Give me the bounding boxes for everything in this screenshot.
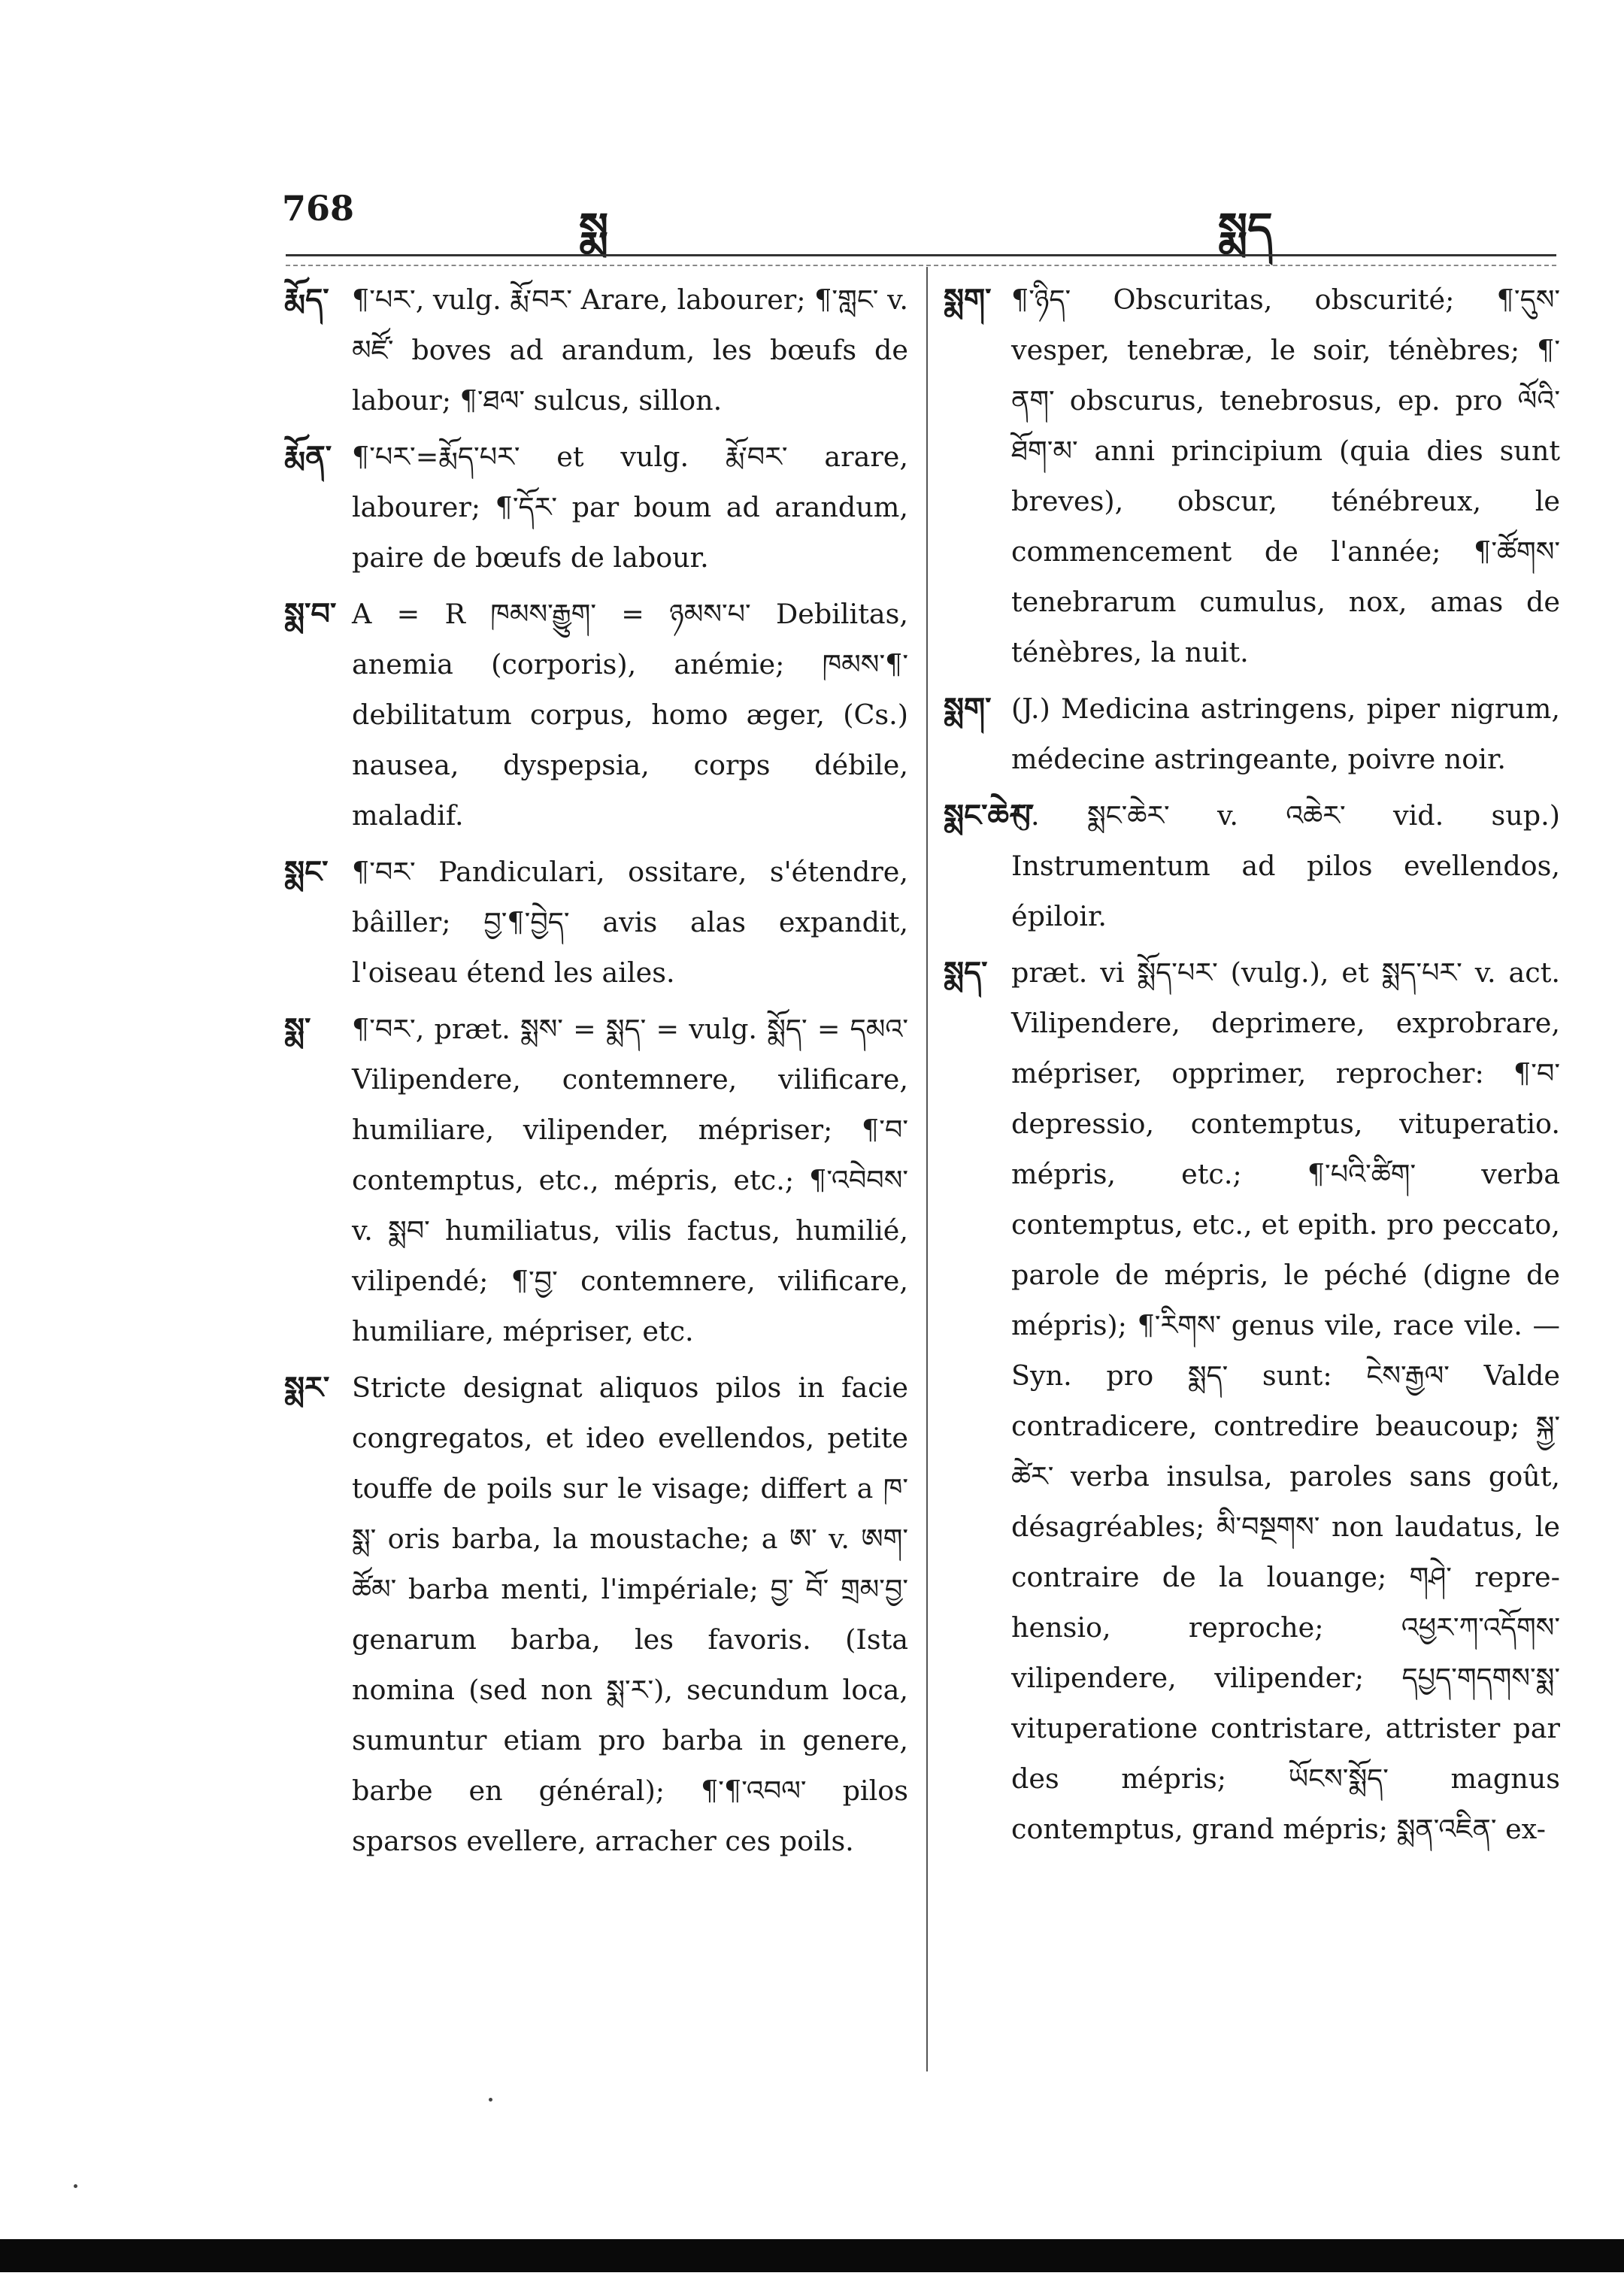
page-header: [0, 180, 1624, 256]
dictionary-entry: [284, 1362, 908, 1866]
entry-lemma: སྨར་: [284, 1370, 330, 1405]
dictionary-entry: [944, 683, 1560, 784]
entry-lemma: སྨང་: [284, 854, 329, 889]
scan-speck: [489, 2098, 492, 2102]
running-headword-right: སྨད: [1218, 203, 1273, 254]
entry-lemma: སྨ་བ་: [284, 596, 337, 632]
scan-speck: [74, 2184, 77, 2188]
entry-definition: ¶་པར་, vulg. རྨོ་བར་ Arare, labourer; ¶་གླང་ v. མཛོ་ boves ad arandum, les bœufs de labour; ¶་ཐལ་ sulcus, sillon.: [352, 283, 908, 417]
entry-definition: A = R ཁམས་རྒྱུག་ = ཉམས་པ་ Debilitas, anemia (corporis), anémie; ཁམས་¶་ debilitatum corpus, homo æger, (Cs.) nausea, dyspepsia, corps débile, maladif.: [352, 598, 908, 832]
entry-definition: ¶་ཉིད་ Obscuritas, obscurité; ¶་དུས་ vesper, tenebræ, le soir, ténèbres; ¶་ནག་ obscurus, tenebrosus, ep. pro ལོའི་ཐོག་མ་ anni principium (quia dies sunt breves), obscur, ténébreux, le commencement de l'année; ¶་ཚོགས་ tenebrarum cumulus, nox, amas de ténèbres, la nuit.: [1011, 283, 1560, 668]
dictionary-entry: [284, 432, 908, 583]
scan-edge-bar: [0, 2239, 1624, 2272]
entry-lemma: རྨོན་: [284, 439, 332, 474]
entry-lemma: སྨད་: [944, 955, 988, 990]
dictionary-entry: [284, 274, 908, 426]
entry-definition: præt. vi སྨོད་པར་ (vulg.), et སྨད་པར་ v. act. Vilipendere, deprimere, exprobrare, mépriser, opprimer, reprocher: ¶་བ་ depressio, contemptus, vituperatio. mépris, etc.; ¶་པའི་ཚིག་ verba contemptus, etc., et epith. pro peccato, parole de mépris, le péché (digne de mépris); ¶་རིགས་ genus vile, race vile. — Syn. pro སྨད་ sunt: ངེས་རྒྱལ་ Valde contradicere, contredire beaucoup; སྐྱ་ཚེར་ verba insulsa, paroles sans goût, désagréables; མི་བསྔགས་ non laudatus, le contraire de la louange; གཤེ་ repre-hensio, reproche; འཕྱར་ཀ་འདོགས་ vilipendere, vilipender; དཔྱད་གདགས་སྨ་ vituperatione contristare, attrister par des mépris; ཡོངས་སྨོད་ magnus contemptus, grand mépris; སྨན་འཇིན་ ex-: [1011, 956, 1560, 1845]
entry-definition: (J. སྨང་ཆེར་ v. འཆེར་ vid. sup.) Instrumentum ad pilos evellendos, épiloir.: [1011, 799, 1560, 932]
dictionary-entry: [944, 947, 1560, 1854]
dictionary-entry: [944, 790, 1560, 941]
dictionary-entry: [284, 589, 908, 841]
right-column: [944, 274, 1560, 2049]
entry-definition: Stricte designat aliquos pilos in facie congregatos, et ideo evellendos, petite touffe de poils sur le visage; differt a ཁ་སྨ་ oris barba, la moustache; a ཨ་ v. ཨག་ཚོམ་ barba menti, l'impériale; བྱ་ བོ་ གྲམ་བྱ་ genarum barba, les favoris. (Ista nomina (sed non སྨ་ར་), secundum loca, sumuntur etiam pro barba in genere, barbe en général); ¶་¶་འབལ་ pilos sparsos evellere, arracher ces poils.: [352, 1371, 908, 1857]
entry-lemma: སྨང་ཆེར་: [944, 798, 1035, 833]
column-divider: [926, 267, 928, 2071]
entry-lemma: སྨག་: [944, 691, 992, 726]
header-rule-dashed: [286, 265, 1556, 266]
header-rule: [286, 254, 1556, 256]
entry-definition: ¶་བར་ Pandiculari, ossitare, s'étendre, bâiller; བྱ་¶་བྱེད་ avis alas expandit, l'oiseau étend les ailes.: [352, 856, 908, 989]
page-number: 768: [282, 188, 355, 229]
entry-lemma: སྨ་: [284, 1011, 311, 1047]
running-headword-left: སྨ: [579, 203, 609, 254]
entry-definition: (J.) Medicina astringens, piper nigrum, médecine astringeante, poivre noir.: [1011, 692, 1560, 775]
left-column: [284, 274, 908, 2079]
entry-definition: ¶་བར་, præt. སྨས་ = སྨད་ = vulg. སྨོད་ = དམའ་ Vilipendere, contemnere, vilificare, humiliare, vilipender, mépriser; ¶་བ་ contemptus, etc., mépris, etc.; ¶་འབེབས་ v. སྨབ་ humiliatus, vilis factus, humilié, vilipendé; ¶་བྱ་ contemnere, vilificare, humiliare, mépriser, etc.: [352, 1013, 908, 1347]
dictionary-entry: [284, 847, 908, 998]
entry-definition: ¶་པར་=རྨོད་པར་ et vulg. རྨོ་བར་ arare, labourer; ¶་དོར་ par boum ad arandum, paire de bœufs de labour.: [352, 441, 908, 574]
entry-lemma: སྨག་: [944, 282, 992, 317]
entry-lemma: རྨོད་: [284, 282, 329, 317]
dictionary-entry: [944, 274, 1560, 677]
dictionary-entry: [284, 1004, 908, 1356]
